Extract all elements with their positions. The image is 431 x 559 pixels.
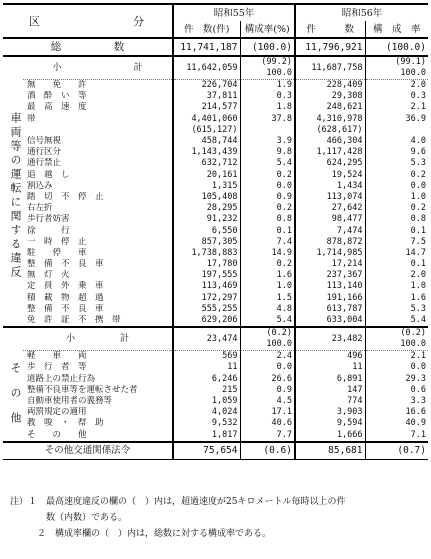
traffic-count-1980: 214,577 [173, 102, 240, 113]
traffic-count-1981: 237,367 [295, 270, 365, 281]
other-ratio-1981: 29.3 [365, 374, 428, 385]
traffic-ratio-1980: 0.9 [240, 192, 295, 203]
other-ratio-1980: 26.6 [240, 374, 295, 385]
traffic-ratio-1980: 0.8 [240, 214, 295, 225]
other-row-label: 自動車使用者の義務等 [27, 395, 113, 406]
total-label: 総 数 [50, 40, 125, 53]
other-count-1980: 215 [173, 385, 240, 396]
traffic-count-1981: 98,477 [295, 214, 365, 225]
traffic-ratio-1980: 1.6 [240, 270, 295, 281]
traffic-subtotal-row [3, 56, 428, 80]
traffic-row [3, 203, 428, 214]
other-ratio-1981: 0.0 [365, 362, 428, 373]
traffic-ratio-1981: 1.0 [365, 192, 428, 203]
other-violations-section [3, 327, 428, 442]
ratio-base: 100.0 [266, 68, 292, 78]
traffic-row-label: 通行区分 [27, 147, 62, 158]
traffic-ratio-1981: 5.4 [365, 315, 428, 327]
traffic-ratio-1980: 0.2 [240, 203, 295, 214]
traffic-ratio-1981: 5.3 [365, 304, 428, 315]
traffic-count-1981: 27,642 [295, 203, 365, 214]
traffic-ratio-1981: 4.0 [365, 136, 428, 147]
traffic-row [3, 181, 428, 192]
traffic-count-1981: 19,524 [295, 170, 365, 181]
traffic-ratio-1980: 37.8 [240, 114, 295, 125]
traffic-ratio-1980: 4.8 [240, 304, 295, 315]
traffic-count-1981: 248,621 [295, 102, 365, 113]
other-ratio-1981: 3.3 [365, 396, 428, 407]
traffic-count-1980: 113,469 [173, 281, 240, 292]
total-row [3, 38, 428, 56]
other-count-1981: 9,594 [295, 418, 365, 429]
other-ratio-1980: 4.5 [240, 396, 295, 407]
traffic-count-1981: 17,214 [295, 259, 365, 270]
other-subtotal-label: 小 計 [65, 333, 129, 344]
other-ratio-1980: 0.9 [240, 385, 295, 396]
header-year-1980: 昭和55年 [173, 4, 295, 21]
traffic-row [3, 147, 428, 158]
traffic-ratio-1981: 1.6 [365, 293, 428, 304]
traffic-count-1981: 113,074 [295, 192, 365, 203]
other-row-label: 教 唆 ・ 幇 助 [27, 418, 104, 429]
table-notes [10, 494, 425, 542]
traffic-count-1980: 226,704 [173, 80, 240, 92]
misc-traffic-law-label: その他交通関係法令 [44, 445, 131, 457]
traffic-row-label: 割込み [27, 180, 53, 191]
traffic-ratio-1980: 3.9 [240, 136, 295, 147]
total-ratio-1981: (100.0) [365, 38, 428, 56]
ratio-share: (99.1) [395, 57, 426, 67]
other-subtotal-ratio-1980 [240, 327, 295, 351]
traffic-ratio-1980: 7.4 [240, 237, 295, 248]
traffic-ratio-1981: 0.8 [365, 214, 428, 225]
traffic-ratio-1980: 14.9 [240, 248, 295, 259]
traffic-count-1981: 1,117,428 [295, 147, 365, 158]
other-row-label: そ の 他 [27, 429, 87, 440]
other-row [3, 429, 428, 441]
total-ratio-1980: (100.0) [240, 38, 295, 56]
header-count-1980: 件 数(件) [173, 21, 240, 38]
traffic-count-1980: 17,780 [173, 259, 240, 270]
ratio-base: 100.0 [266, 339, 292, 350]
traffic-count-1980: 632,712 [173, 158, 240, 169]
traffic-group-label: 車両等の運転に関する違反 [9, 111, 22, 280]
other-row [3, 418, 428, 429]
traffic-ratio-1980: 0.0 [240, 181, 295, 192]
other-ratio-1980: 0.0 [240, 362, 295, 373]
other-row [3, 407, 428, 418]
traffic-ratio-1980: 5.4 [240, 158, 295, 169]
traffic-row [3, 91, 428, 102]
traffic-ratio-1981: 5.3 [365, 158, 428, 169]
other-ratio-1980: 2.4 [240, 351, 295, 363]
traffic-subtotal-label: 小 計 [52, 62, 143, 73]
traffic-ratio-1981: 0.2 [365, 203, 428, 214]
other-ratio-1981: 0.6 [365, 385, 428, 396]
other-ratio-1980: 7.7 [240, 429, 295, 441]
traffic-count-1980: (615,127) [173, 125, 240, 136]
traffic-ratio-1981: 2.0 [365, 80, 428, 92]
header-year-1981: 昭和56年 [295, 4, 428, 21]
traffic-row-label: 無 灯 火 [27, 270, 70, 281]
other-count-1980: 1,817 [173, 429, 240, 441]
ratio-share: (0.2) [400, 328, 426, 339]
traffic-count-1980: 172,297 [173, 293, 240, 304]
traffic-row-label: 徐 行 [27, 225, 70, 236]
traffic-subtotal-count-1981: 11,687,758 [295, 56, 365, 80]
traffic-ratio-1981: 2.1 [365, 102, 428, 113]
traffic-count-1980: 458,744 [173, 136, 240, 147]
other-ratio-1980: 40.6 [240, 418, 295, 429]
note-1: 注）１ 最高速度違反の欄の（ ）内は，超過速度が25キロメートル毎時以上の件 [10, 497, 346, 507]
traffic-row [3, 281, 428, 292]
other-row-label: 道路上の禁止行為 [27, 373, 96, 384]
traffic-ratio-1981: 0.3 [365, 91, 428, 102]
other-count-1981: 496 [295, 351, 365, 363]
traffic-row-label: 無 免 許 [27, 80, 87, 91]
traffic-count-1980: 28,295 [173, 203, 240, 214]
traffic-count-1981: 878,872 [295, 237, 365, 248]
header-count-1981: 件 数 [295, 21, 365, 38]
other-row [3, 385, 428, 396]
traffic-count-1981: 191,166 [295, 293, 365, 304]
traffic-ratio-1980: 1.0 [240, 281, 295, 292]
traffic-row-label: 免 許 証 不 携 帯 [27, 315, 121, 326]
traffic-ratio-1980: 1.8 [240, 102, 295, 113]
traffic-row-label: 積 載 物 超 過 [27, 292, 104, 303]
traffic-count-1981: 4,310,978 [295, 114, 365, 125]
traffic-ratio-1980: 1.9 [240, 80, 295, 92]
traffic-count-1981: 7,474 [295, 225, 365, 236]
other-ratio-1980: 17.1 [240, 407, 295, 418]
other-subtotal-count-1981: 23,482 [295, 327, 365, 351]
other-count-1980: 569 [173, 351, 240, 363]
traffic-row-label: 駐 停 車 [27, 247, 87, 258]
traffic-ratio-1981: 14.7 [365, 248, 428, 259]
traffic-ratio-1981: 9.6 [365, 147, 428, 158]
other-count-1981: 147 [295, 385, 365, 396]
traffic-count-1980: 629,206 [173, 315, 240, 327]
other-row-label: 軽 車 両 [27, 351, 87, 362]
misc-ratio-1980: (0.6) [240, 442, 295, 460]
traffic-count-1981: (628,617) [295, 125, 365, 136]
traffic-count-1980: 37,811 [173, 91, 240, 102]
misc-traffic-law-row [3, 442, 428, 460]
ratio-base: 100.0 [400, 68, 426, 78]
other-count-1981: 6,891 [295, 374, 365, 385]
traffic-row [3, 259, 428, 270]
other-count-1980: 9,532 [173, 418, 240, 429]
traffic-ratio-1980: 9.8 [240, 147, 295, 158]
traffic-count-1980: 1,738,883 [173, 248, 240, 259]
other-group-label: その他 [9, 361, 22, 437]
other-count-1981: 1,666 [295, 429, 365, 441]
traffic-count-1981: 613,787 [295, 304, 365, 315]
other-count-1981: 11 [295, 362, 365, 373]
traffic-count-1980: 1,315 [173, 181, 240, 192]
header-category: 区 分 [29, 14, 146, 28]
traffic-row-label: 最 高 速 度 [27, 102, 87, 113]
misc-count-1981: 85,681 [295, 442, 365, 460]
traffic-ratio-1981: 2.0 [365, 270, 428, 281]
misc-count-1980: 75,654 [173, 442, 240, 460]
traffic-row-label: 通行禁止 [27, 158, 62, 169]
traffic-row-label: 踏 切 不 停 止 [27, 191, 104, 202]
traffic-row [3, 102, 428, 113]
other-row [3, 374, 428, 385]
other-ratio-1981: 40.9 [365, 418, 428, 429]
traffic-row [3, 304, 428, 315]
traffic-subtotal-ratio-1980 [240, 56, 295, 80]
traffic-row [3, 315, 428, 327]
traffic-row-label: 歩行者妨害 [27, 214, 70, 225]
traffic-count-1980: 6,550 [173, 225, 240, 236]
traffic-count-1981: 466,304 [295, 136, 365, 147]
traffic-row-label: 追 越 し [27, 169, 70, 180]
traffic-row-label: 整 備 不 良 車 [27, 259, 104, 270]
traffic-count-1980: 20,161 [173, 170, 240, 181]
traffic-row [3, 136, 428, 147]
other-ratio-1981: 7.1 [365, 429, 428, 441]
traffic-count-1980: 105,408 [173, 192, 240, 203]
traffic-subtotal-count-1980: 11,642,059 [173, 56, 240, 80]
traffic-ratio-1981: 0.2 [365, 170, 428, 181]
traffic-row-label: 帯 [27, 113, 87, 124]
traffic-ratio-1981 [365, 125, 428, 136]
traffic-ratio-1980 [240, 125, 295, 136]
traffic-count-1980: 197,555 [173, 270, 240, 281]
ratio-share: (0.2) [266, 328, 292, 339]
traffic-count-1981: 29,308 [295, 91, 365, 102]
other-subtotal-row [3, 327, 428, 351]
traffic-ratio-1980: 5.4 [240, 315, 295, 327]
other-count-1980: 11 [173, 362, 240, 373]
traffic-count-1981: 113,140 [295, 281, 365, 292]
traffic-row [3, 237, 428, 248]
traffic-ratio-1981: 7.5 [365, 237, 428, 248]
note-1-cont: 数（内数）である。 [10, 513, 128, 523]
traffic-ratio-1981: 0.1 [365, 225, 428, 236]
traffic-count-1980: 91,232 [173, 214, 240, 225]
traffic-ratio-1980: 0.1 [240, 225, 295, 236]
traffic-count-1980: 4,401,060 [173, 114, 240, 125]
other-count-1981: 3,903 [295, 407, 365, 418]
other-count-1980: 6,246 [173, 374, 240, 385]
header-ratio-1980: 構成率(%) [240, 21, 295, 38]
violation-statistics-table [3, 3, 428, 460]
traffic-count-1981: 228,409 [295, 80, 365, 92]
other-row [3, 351, 428, 363]
traffic-ratio-1980: 0.3 [240, 91, 295, 102]
traffic-row [3, 225, 428, 236]
traffic-row-label: 整 備 不 良 車 [27, 303, 104, 314]
other-ratio-1981: 2.1 [365, 351, 428, 363]
traffic-row [3, 270, 428, 281]
traffic-row-label: 一 時 停 止 [27, 236, 87, 247]
traffic-ratio-1980: 0.2 [240, 170, 295, 181]
ratio-base: 100.0 [400, 339, 426, 350]
other-count-1981: 774 [295, 396, 365, 407]
traffic-count-1980: 1,143,439 [173, 147, 240, 158]
other-count-1980: 1,059 [173, 396, 240, 407]
traffic-violations-section [3, 56, 428, 327]
traffic-count-1981: 624,295 [295, 158, 365, 169]
traffic-row [3, 293, 428, 304]
traffic-row [3, 248, 428, 259]
traffic-row [3, 170, 428, 181]
traffic-ratio-1981: 1.0 [365, 281, 428, 292]
other-count-1980: 4,024 [173, 407, 240, 418]
traffic-count-1980: 555,255 [173, 304, 240, 315]
traffic-row [3, 125, 428, 136]
traffic-count-1981: 1,714,985 [295, 248, 365, 259]
traffic-row [3, 214, 428, 225]
traffic-row-label: 酒 酔 い 等 [27, 91, 87, 102]
traffic-row [3, 114, 428, 125]
other-row-label: 両罰規定の適用 [27, 407, 87, 418]
ratio-share: (99.2) [261, 57, 292, 67]
traffic-row-label [23, 125, 173, 136]
other-ratio-1981: 16.6 [365, 407, 428, 418]
traffic-row-label: 右左折 [27, 203, 53, 214]
traffic-ratio-1981: 36.9 [365, 114, 428, 125]
other-subtotal-ratio-1981 [365, 327, 428, 351]
other-row [3, 362, 428, 373]
total-count-1980: 11,741,187 [173, 38, 240, 56]
traffic-row-label: 定 員 外 乗 車 [27, 281, 104, 292]
other-row-label: 整備不良車等を運転させた者 [27, 384, 138, 395]
traffic-row [3, 158, 428, 169]
traffic-row [3, 192, 428, 203]
traffic-subtotal-ratio-1981 [365, 56, 428, 80]
header-ratio-1981: 構 成 率 [365, 21, 428, 38]
traffic-ratio-1981: 0.0 [365, 181, 428, 192]
traffic-count-1981: 633,004 [295, 315, 365, 327]
note-2: ２ 構成率欄の（ ）内は，総数に対する構成率である。 [10, 529, 272, 539]
other-row-label: 歩 行 者 等 [27, 362, 87, 373]
traffic-ratio-1980: 1.5 [240, 293, 295, 304]
traffic-row-label: 信号無視 [27, 136, 62, 147]
traffic-ratio-1980: 0.2 [240, 259, 295, 270]
traffic-count-1980: 857,305 [173, 237, 240, 248]
total-count-1981: 11,796,921 [295, 38, 365, 56]
traffic-ratio-1981: 0.1 [365, 259, 428, 270]
traffic-row [3, 80, 428, 92]
traffic-count-1981: 1,434 [295, 181, 365, 192]
other-subtotal-count-1980: 23,474 [173, 327, 240, 351]
other-row [3, 396, 428, 407]
misc-ratio-1981: (0.7) [365, 442, 428, 460]
